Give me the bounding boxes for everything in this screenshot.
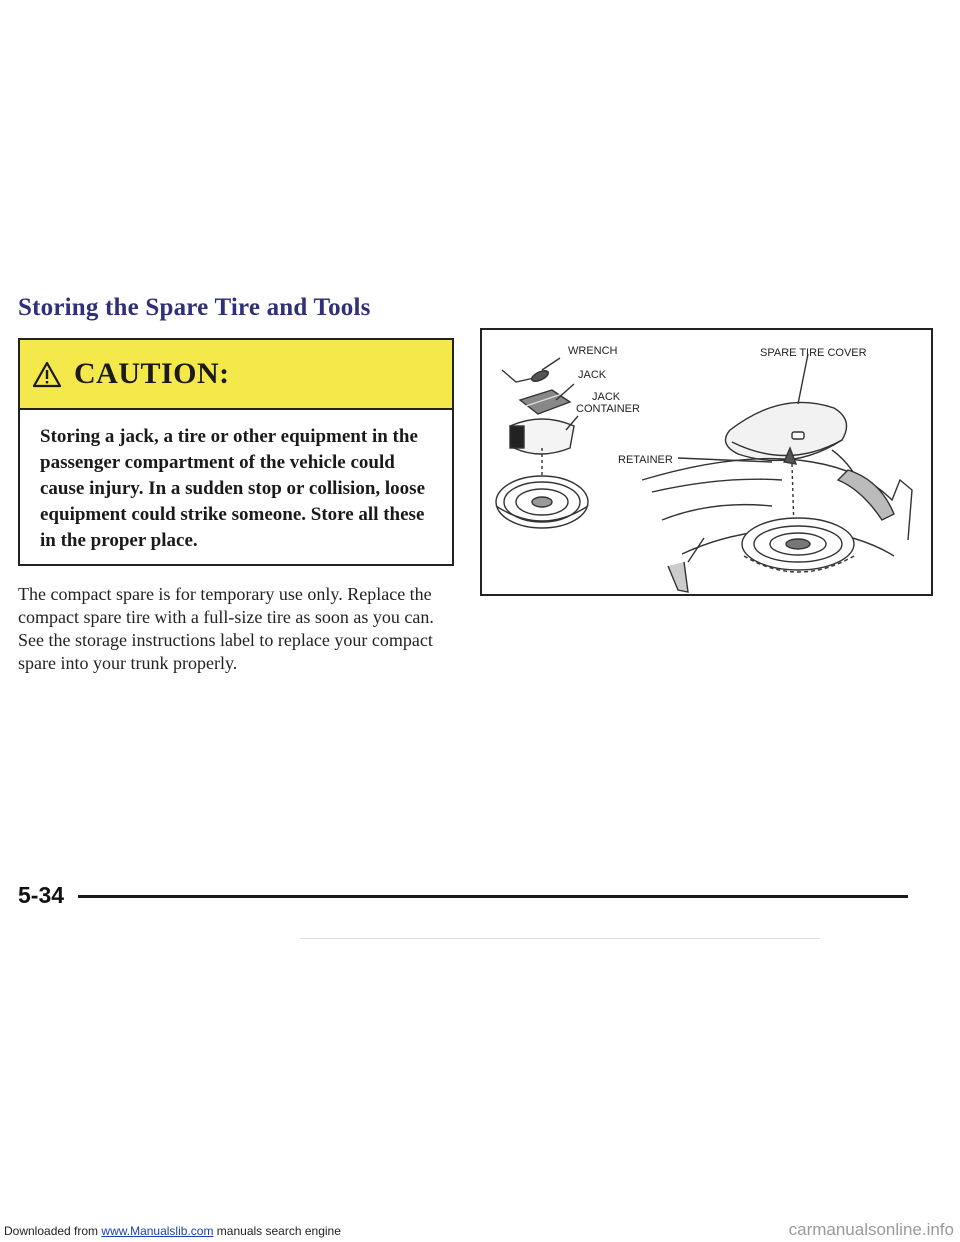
footer-watermark: carmanualsonline.info [788,1220,954,1239]
spare-tire-figure [480,328,933,596]
spare-tire-storage-illustration [482,330,931,594]
section-title: Storing the Spare Tire and Tools [18,294,371,321]
caution-text: Storing a jack, a tire or other equipment in the passenger compartment of the vehicle could cause injury. In a sudden stop or collision, loose equipment could strike someone. Store all these in the proper place. [40,426,426,551]
page-rule [78,895,908,898]
label-jack: JACK [578,369,607,381]
label-retainer: RETAINER [618,454,673,466]
body-paragraph: The compact spare is for temporary use only. Replace the compact spare tire with a full-size tire as soon as you can. See the storage instructions label to replace your compact spare into your trunk properly. [18,584,434,673]
label-jack-container-1: JACK [592,391,621,403]
caution-title: CAUTION: [74,357,230,390]
label-jack-container-2: CONTAINER [576,403,640,415]
faint-divider [300,938,820,939]
footer-manualslib-link[interactable]: www.Manualslib.com [101,1224,214,1238]
label-spare-tire-cover: SPARE TIRE COVER [760,347,867,359]
footer-prefix: Downloaded from [4,1224,99,1238]
footer-download-note [4,1224,341,1238]
caution-header [20,340,452,410]
label-wrench: WRENCH [568,345,618,357]
page-number: 5-34 [18,882,65,908]
warning-triangle-icon [32,361,62,388]
footer-suffix: manuals search engine [216,1224,341,1238]
caution-box [18,338,454,566]
